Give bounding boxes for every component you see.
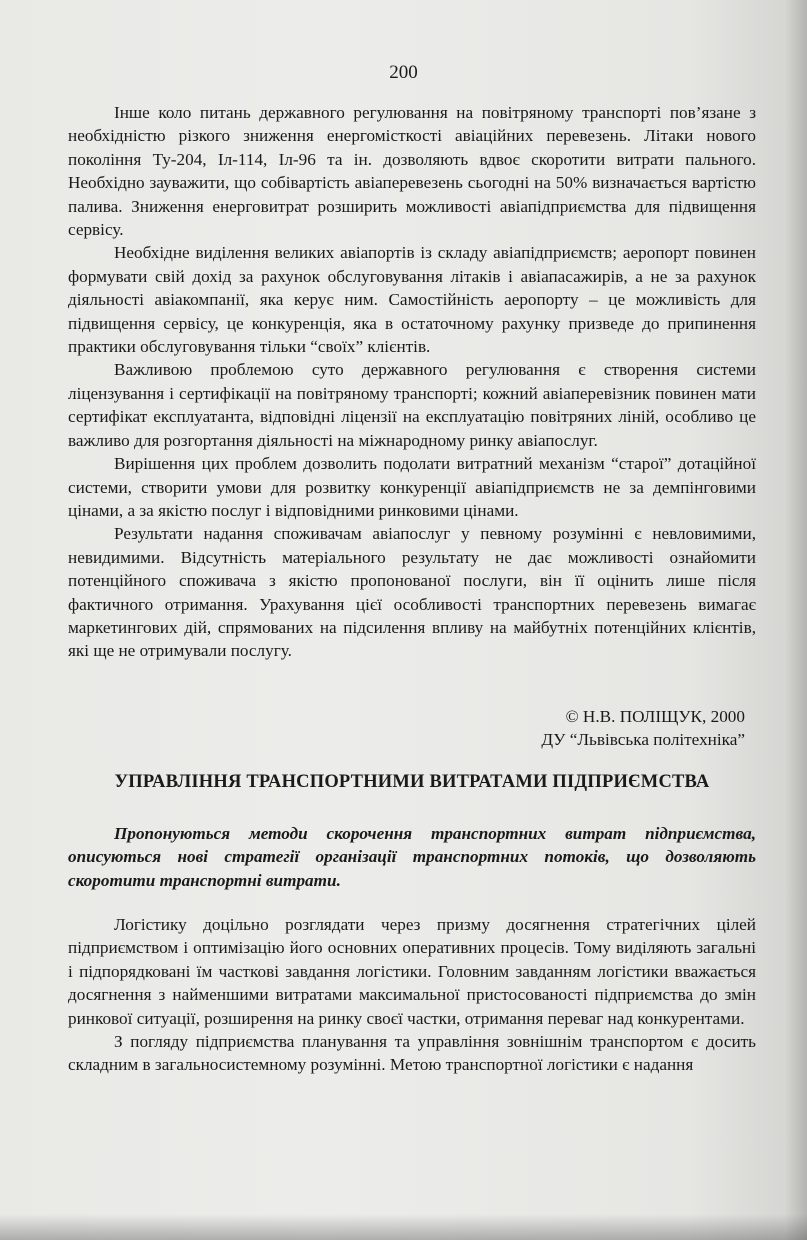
paragraph: Вирішення цих проблем дозволить подолати витратний механізм “старої” дотаційної системи, створити умови для розвитку конкуренції авіапідприємств не за демпінговими цінами, а за якістю послуг і відповідними ринковими цінами. xyxy=(68,454,756,520)
paragraph: Важливою проблемою суто державного регулювання є створення системи ліцензування і сертифікації на повітряному транспорті; кожний авіаперевізник повинен мати сертифікат експлуатанта, відповідні ліцензії на експлуатацію повітряних ліній, особливо це важливо для розгортання діяльності на міжнародному ринку авіапослуг. xyxy=(68,360,756,450)
paragraph: З погляду підприємства планування та управління зовнішнім транспортом є досить складним в загальносистемному розумінні. Метою транспортної логістики є надання xyxy=(68,1032,756,1075)
page-bottom-shadow xyxy=(0,1214,807,1240)
page-number: 200 xyxy=(389,62,418,83)
paragraph: Результати надання споживачам авіапослуг у певному розумінні є невловимими, невидимими. Відсутність матеріального результату не дає можливості ознайомити потенційного споживача з якістю пропонованої послуги, він її оцінить лише після фактичного отримання. Урахування цієї особливості транспортних перевезень вимагає маркетингових дій, спрямованих на підсилення впливу на майбутніх потенційних клієнтів, які ще не отримували послугу. xyxy=(68,524,756,661)
author-signature xyxy=(541,705,745,752)
author-copyright: © Н.В. ПОЛІЩУК, 2000 xyxy=(565,707,745,726)
body-text-top xyxy=(68,101,756,663)
paragraph: Необхідне виділення великих авіапортів із складу авіапідприємств; аеропорт повинен формувати свій дохід за рахунок обслуговування літаків і авіапасажирів, а не за рахунок діяльності авіакомпанії, яка керує ним. Самостійність аеропорту – це можливість для підвищення сервісу, це конкуренція, яка в остаточному рахунку призведе до припинення практики обслуговування тільки “своїх” клієнтів. xyxy=(68,243,756,357)
paragraph: Інше коло питань державного регулювання на повітряному транспорті пов’язане з необхідністю різкого зниження енергомісткості авіаційних перевезень. Літаки нового покоління Ту-204, Іл-114, Іл-96 та ін. дозволяють вдвоє скоротити витрати пального. Необхідно зауважити, що собівартість авіаперевезень сьогодні на 50% визначається вартістю палива. Зниження енерговитрат розширить можливості авіапідприємства для підвищення сервісу. xyxy=(68,103,756,240)
page-edge-shadow xyxy=(785,0,807,1240)
author-affiliation: ДУ “Львівська політехніка” xyxy=(541,730,745,750)
paragraph: Логістику доцільно розглядати через призму досягнення стратегічних цілей підприємством і оптимізацію його основних оперативних процесів. Тому виділяють загальні і підпорядковані їм часткові завдання логістики. Головним завданням логістики вважається досягнення з найменшими витратами максимальної пристосованості підприємства до змін ринкової ситуації, розширення на ринку своєї частки, отримання переваг над конкурентами. xyxy=(68,915,756,1028)
article-abstract: Пропонуються методи скорочення транспортних витрат підприємства, описуються нові стратегії організації транспортних потоків, що дозволяють скоротити транспортні витрати. xyxy=(68,824,756,890)
article-title: УПРАВЛІННЯ ТРАНСПОРТНИМИ ВИТРАТАМИ ПІДПРИЄМСТВА xyxy=(114,772,710,792)
body-text-bottom xyxy=(68,913,756,1077)
